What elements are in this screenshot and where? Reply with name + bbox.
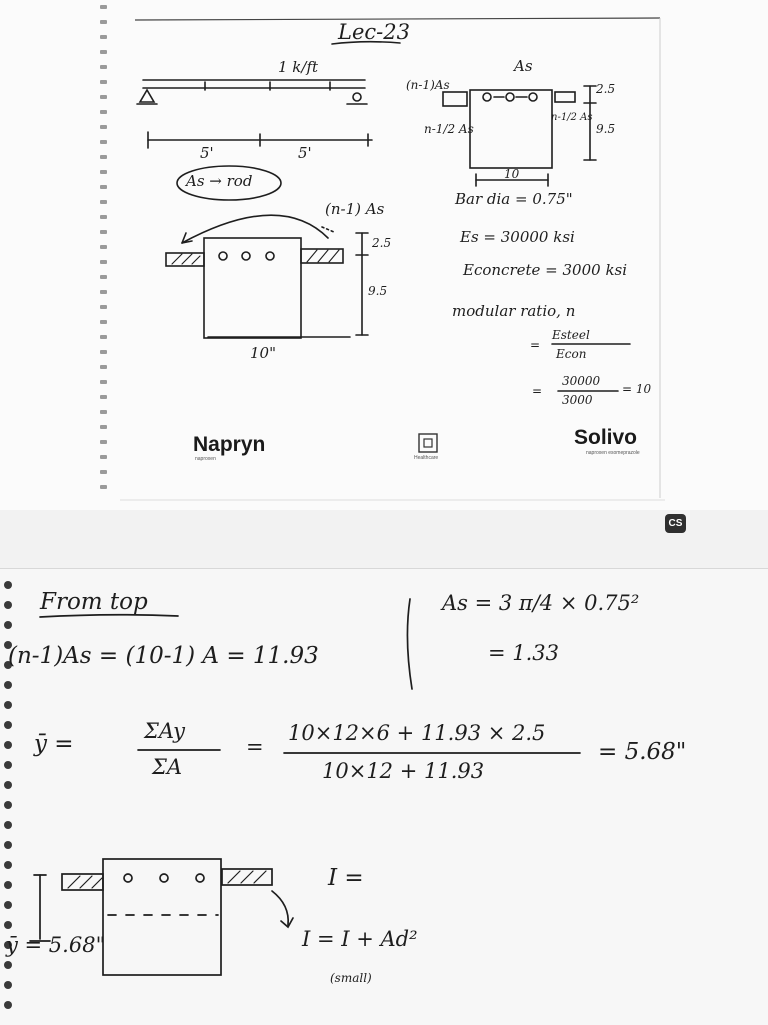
derivation-heading: From top — [40, 589, 148, 615]
brand-napryn: Napryn — [193, 433, 266, 456]
moment-of-inertia-formula: I = I + Ad² — [302, 927, 418, 951]
brand-solivo-sub: naproxen esomeprazole — [586, 450, 640, 456]
concrete-modulus: Econcrete = 3000 ksi — [463, 261, 628, 279]
ratio-value-denominator: 3000 — [562, 393, 593, 407]
notebook-page-1: Lec-23 1 k/ft 5' 5' As → rod (n-1)As As 2.5 9.5 n-1/2 As n-1/2 As 10 (n-1) As 2.5 9.5 10" Bar dia = 0.75" Es = 30000 ksi Econcrete = 3000 ksi modular ratio, n = Esteel Econ = 30000 3000 = 10 Napryn naproxen Healthcare Solivo naproxen esomeprazole — [0, 0, 768, 510]
transformed-dim-bottom: 9.5 — [368, 284, 388, 298]
section-dim-top: 2.5 — [596, 82, 616, 96]
ratio-value-numerator: 30000 — [562, 374, 601, 388]
section-right-half: n-1/2 As — [551, 112, 593, 123]
section-dim-bottom: 9.5 — [596, 122, 616, 136]
ratio-denominator: Econ — [556, 347, 587, 361]
page2-drawing — [0, 569, 768, 1025]
transformed-area-label: (n-1) As — [325, 200, 385, 218]
ratio-numerator: Esteel — [552, 328, 590, 342]
modular-ratio-result: = 10 — [622, 382, 652, 396]
ybar-denominator: 10×12 + 11.93 — [322, 759, 485, 783]
bar-diameter: Bar dia = 0.75" — [455, 190, 573, 208]
section-left-half: n-1/2 As — [424, 122, 474, 136]
beam-load-label: 1 k/ft — [278, 58, 319, 76]
brand-napryn-sub: naproxen — [195, 456, 216, 462]
transformed-area-equation: (n-1)As = (10-1) A = 11.93 — [8, 643, 319, 669]
steel-area-equation: As = 3 π/4 × 0.75² — [442, 591, 640, 615]
steel-area-value: = 1.33 — [488, 641, 560, 665]
transformed-dim-top: 2.5 — [372, 236, 392, 250]
moment-of-inertia-note: (small) — [330, 971, 372, 985]
transformed-width: 10" — [250, 344, 276, 362]
notebook-page-2 — [0, 568, 768, 1025]
lecture-title: Lec-23 — [338, 20, 410, 44]
ybar-equals: = — [246, 735, 264, 759]
ybar-denominator-symbolic: ΣA — [152, 755, 183, 779]
moment-of-inertia-label: I = — [328, 865, 364, 891]
ybar-lhs: ȳ = — [34, 731, 74, 757]
section-left-area-label: (n-1)As — [406, 78, 450, 92]
brand-solivo: Solivo — [574, 426, 638, 449]
as-rod-note: As → rod — [186, 172, 253, 190]
section-width: 10 — [504, 167, 520, 181]
healthcare-logo-icon — [0, 0, 768, 510]
brand-healthcare-sub: Healthcare — [414, 455, 439, 461]
ybar-result: = 5.68" — [598, 739, 687, 765]
modular-ratio-label: modular ratio, n — [452, 302, 576, 320]
section-ybar-label: ȳ = 5.68" — [6, 933, 106, 957]
ybar-numerator: 10×12×6 + 11.93 × 2.5 — [288, 721, 546, 745]
ybar-numerator-symbolic: ΣAy — [144, 719, 186, 743]
span-right-label: 5' — [298, 144, 312, 162]
span-left-label: 5' — [200, 144, 214, 162]
camscanner-badge: CS — [665, 514, 686, 533]
steel-modulus: Es = 30000 ksi — [460, 228, 575, 246]
section-steel-label: As — [514, 57, 533, 75]
